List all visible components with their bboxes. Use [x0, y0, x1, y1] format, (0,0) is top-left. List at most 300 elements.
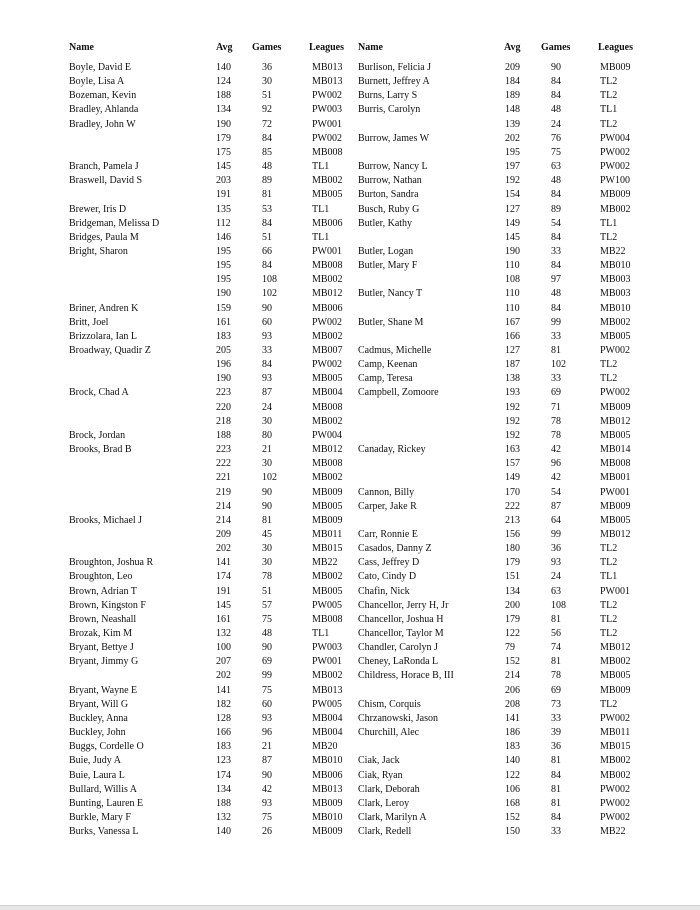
left-games-cell: 81 — [262, 514, 272, 526]
left-games-cell: 45 — [262, 528, 272, 540]
right-name-cell: Butler, Shane M — [358, 316, 424, 328]
table-row — [0, 386, 700, 400]
right-league-cell: MB010 — [600, 302, 631, 314]
right-avg-cell: 168 — [505, 797, 520, 809]
table-row — [0, 61, 700, 75]
table-row — [0, 528, 700, 542]
table-row — [0, 585, 700, 599]
right-games-cell: 84 — [551, 90, 561, 102]
right-games-cell: 87 — [551, 500, 561, 512]
table-row — [0, 174, 700, 188]
left-league-cell: MB010 — [312, 811, 343, 823]
right-games-cell: 39 — [551, 727, 561, 739]
table-row — [0, 231, 700, 245]
right-avg-cell: 186 — [505, 727, 520, 739]
right-name-cell: Chancellor, Taylor M — [358, 628, 444, 639]
right-name-cell: Clark, Deborah — [358, 783, 420, 795]
left-games-cell: 51 — [262, 90, 272, 102]
left-games-cell: 93 — [262, 712, 272, 724]
left-avg-cell: 183 — [216, 330, 231, 342]
right-name-cell: Busch, Ruby G — [358, 203, 420, 215]
table-row — [0, 287, 700, 301]
right-avg-cell: 202 — [505, 132, 520, 144]
right-avg-cell: 179 — [505, 557, 520, 569]
right-avg-cell: 167 — [505, 316, 520, 328]
left-avg-cell: 159 — [216, 302, 231, 314]
table-row — [0, 669, 700, 683]
right-avg-cell: 163 — [505, 444, 520, 456]
left-league-cell: MB009 — [312, 486, 343, 498]
right-games-cell: 84 — [551, 302, 561, 314]
left-name-cell: Bullard, Willis A — [69, 783, 138, 795]
table-row — [0, 118, 700, 132]
left-league-cell: MB009 — [312, 797, 343, 809]
right-avg-cell: 200 — [505, 599, 520, 611]
right-avg-cell: 222 — [505, 500, 520, 512]
right-league-cell: MB005 — [600, 514, 631, 526]
right-league-cell: MB009 — [600, 684, 631, 696]
right-games-cell: 84 — [551, 76, 561, 88]
right-avg-cell: 190 — [505, 245, 520, 257]
right-name-cell: Burton, Sandra — [358, 189, 419, 201]
table-row — [0, 75, 700, 89]
right-league-cell: MB002 — [600, 316, 631, 328]
left-games-cell: 93 — [262, 330, 272, 342]
right-games-cell: 56 — [551, 628, 561, 639]
right-name-cell: Chism, Corquis — [358, 698, 421, 710]
right-games-cell: 75 — [551, 146, 561, 158]
left-name-cell: Braswell, David S — [69, 175, 143, 187]
right-league-cell: TL1 — [600, 571, 618, 583]
left-name-cell: Boyle, David E — [69, 62, 131, 73]
left-games-cell: 42 — [262, 783, 272, 795]
right-avg-cell: 214 — [505, 670, 520, 682]
right-avg-cell: 145 — [505, 231, 520, 243]
right-avg-cell: 154 — [505, 189, 520, 201]
right-name-cell: Canaday, Rickey — [358, 444, 426, 456]
right-avg-cell: 157 — [505, 458, 520, 470]
right-league-cell: MB005 — [600, 670, 631, 682]
table-row — [0, 146, 700, 160]
right-avg-cell: 193 — [505, 387, 520, 399]
right-avg-cell: 195 — [505, 146, 520, 158]
table-row — [0, 203, 700, 217]
left-name-cell: Boyle, Lisa A — [69, 76, 125, 88]
left-name-cell: Bunting, Lauren E — [69, 797, 144, 809]
right-avg-cell: 79 — [505, 642, 515, 654]
right-name-cell: Cass, Jeffrey D — [358, 557, 420, 569]
right-name-cell: Ciak, Ryan — [358, 769, 403, 781]
left-league-cell: PW003 — [312, 104, 342, 116]
left-avg-cell: 219 — [216, 486, 231, 498]
right-name-cell: Burrow, Nancy L — [358, 161, 428, 173]
header-avg-left: Avg — [216, 42, 233, 53]
left-avg-cell: 140 — [216, 62, 231, 73]
left-avg-cell: 140 — [216, 826, 231, 838]
right-avg-cell: 149 — [505, 472, 520, 484]
left-avg-cell: 141 — [216, 557, 231, 569]
left-games-cell: 36 — [262, 62, 272, 73]
right-games-cell: 84 — [551, 231, 561, 243]
right-league-cell: TL2 — [600, 613, 618, 625]
table-row — [0, 429, 700, 443]
left-avg-cell: 100 — [216, 642, 231, 654]
left-avg-cell: 196 — [216, 359, 231, 371]
right-avg-cell: 183 — [505, 741, 520, 753]
left-games-cell: 66 — [262, 245, 272, 257]
left-league-cell: PW002 — [312, 90, 342, 102]
left-name-cell: Buie, Laura L — [69, 769, 125, 781]
table-row — [0, 783, 700, 797]
right-games-cell: 81 — [551, 783, 561, 795]
left-avg-cell: 174 — [216, 769, 231, 781]
left-games-cell: 90 — [262, 500, 272, 512]
right-name-cell: Churchill, Alec — [358, 727, 420, 739]
left-games-cell: 99 — [262, 670, 272, 682]
left-league-cell: MB002 — [312, 274, 343, 286]
right-avg-cell: 189 — [505, 90, 520, 102]
right-games-cell: 81 — [551, 797, 561, 809]
right-league-cell: MB22 — [600, 826, 626, 838]
left-league-cell: MB010 — [312, 755, 343, 767]
right-games-cell: 93 — [551, 557, 561, 569]
left-games-cell: 48 — [262, 628, 272, 639]
right-league-cell: MB002 — [600, 656, 631, 668]
left-avg-cell: 124 — [216, 76, 231, 88]
table-row — [0, 698, 700, 712]
left-name-cell: Britt, Joel — [69, 316, 109, 328]
right-games-cell: 73 — [551, 698, 561, 710]
left-games-cell: 81 — [262, 189, 272, 201]
right-league-cell: TL2 — [600, 599, 618, 611]
table-row — [0, 316, 700, 330]
right-games-cell: 36 — [551, 543, 561, 555]
right-games-cell: 69 — [551, 387, 561, 399]
right-league-cell: TL2 — [600, 90, 618, 102]
left-games-cell: 75 — [262, 684, 272, 696]
right-league-cell: MB011 — [600, 727, 631, 739]
left-avg-cell: 214 — [216, 500, 231, 512]
left-avg-cell: 188 — [216, 90, 231, 102]
table-row — [0, 471, 700, 485]
right-name-cell: Clark, Marilyn A — [358, 811, 427, 823]
left-games-cell: 84 — [262, 359, 272, 371]
left-league-cell: MB002 — [312, 330, 343, 342]
left-league-cell: MB006 — [312, 217, 343, 229]
table-row — [0, 103, 700, 117]
right-league-cell: MB005 — [600, 330, 631, 342]
left-name-cell: Bryant, Jimmy G — [69, 656, 139, 668]
left-league-cell: TL1 — [312, 628, 330, 639]
table-row — [0, 415, 700, 429]
left-avg-cell: 161 — [216, 613, 231, 625]
right-avg-cell: 127 — [505, 345, 520, 356]
left-games-cell: 24 — [262, 401, 272, 413]
right-name-cell: Butler, Logan — [358, 245, 414, 257]
right-name-cell: Cato, Cindy D — [358, 571, 417, 583]
right-games-cell: 63 — [551, 585, 561, 597]
left-league-cell: PW002 — [312, 316, 342, 328]
left-avg-cell: 205 — [216, 345, 231, 356]
right-games-cell: 71 — [551, 401, 561, 413]
right-avg-cell: 180 — [505, 543, 520, 555]
left-name-cell: Bradley, Ahlanda — [69, 104, 139, 116]
right-games-cell: 102 — [551, 359, 566, 371]
right-league-cell: MB015 — [600, 741, 631, 753]
right-games-cell: 81 — [551, 345, 561, 356]
header-games-right: Games — [541, 42, 571, 53]
left-league-cell: PW002 — [312, 359, 342, 371]
left-name-cell: Brock, Chad A — [69, 387, 129, 399]
right-name-cell: Burns, Larry S — [358, 90, 418, 102]
header-leagues-right: Leagues — [598, 42, 633, 53]
right-name-cell: Carper, Jake R — [358, 500, 417, 512]
left-avg-cell: 174 — [216, 571, 231, 583]
left-games-cell: 30 — [262, 415, 272, 427]
left-avg-cell: 218 — [216, 415, 231, 427]
left-avg-cell: 132 — [216, 628, 231, 639]
left-league-cell: MB005 — [312, 585, 343, 597]
right-name-cell: Butler, Mary F — [358, 260, 418, 272]
right-league-cell: MB012 — [600, 528, 631, 540]
left-name-cell: Bryant, Bettye J — [69, 642, 134, 654]
left-league-cell: MB008 — [312, 260, 343, 272]
left-league-cell: MB004 — [312, 712, 343, 724]
left-avg-cell: 135 — [216, 203, 231, 215]
left-name-cell: Buckley, John — [69, 727, 126, 739]
left-name-cell: Bright, Sharon — [69, 245, 128, 257]
right-name-cell: Burlison, Felicia J — [358, 62, 432, 73]
left-games-cell: 108 — [262, 274, 277, 286]
left-games-cell: 57 — [262, 599, 272, 611]
left-name-cell: Briner, Andren K — [69, 302, 139, 314]
left-games-cell: 89 — [262, 175, 272, 187]
table-row — [0, 358, 700, 372]
left-avg-cell: 195 — [216, 245, 231, 257]
right-games-cell: 42 — [551, 444, 561, 456]
left-league-cell: MB005 — [312, 373, 343, 385]
right-games-cell: 78 — [551, 415, 561, 427]
left-avg-cell: 166 — [216, 727, 231, 739]
left-games-cell: 84 — [262, 260, 272, 272]
table-row — [0, 542, 700, 556]
right-league-cell: PW002 — [600, 783, 630, 795]
left-games-cell: 69 — [262, 656, 272, 668]
left-avg-cell: 202 — [216, 543, 231, 555]
right-name-cell: Butler, Kathy — [358, 217, 413, 229]
left-league-cell: MB012 — [312, 444, 343, 456]
left-games-cell: 53 — [262, 203, 272, 215]
right-name-cell: Burrow, Nathan — [358, 175, 422, 187]
right-league-cell: PW002 — [600, 345, 630, 356]
right-league-cell: TL1 — [600, 104, 618, 116]
right-games-cell: 24 — [551, 118, 561, 130]
right-league-cell: PW002 — [600, 161, 630, 173]
right-games-cell: 76 — [551, 132, 561, 144]
left-avg-cell: 145 — [216, 599, 231, 611]
left-name-cell: Buggs, Cordelle O — [69, 741, 144, 753]
left-games-cell: 92 — [262, 104, 272, 116]
right-name-cell: Casados, Danny Z — [358, 543, 432, 555]
table-row — [0, 797, 700, 811]
right-name-cell: Burris, Carolyn — [358, 104, 421, 116]
right-name-cell: Cadmus, Michelle — [358, 345, 432, 356]
left-games-cell: 60 — [262, 316, 272, 328]
left-games-cell: 48 — [262, 161, 272, 173]
left-games-cell: 87 — [262, 755, 272, 767]
left-avg-cell: 132 — [216, 811, 231, 823]
right-games-cell: 33 — [551, 245, 561, 257]
left-avg-cell: 190 — [216, 288, 231, 300]
right-name-cell: Camp, Keenan — [358, 359, 418, 371]
left-league-cell: TL1 — [312, 203, 330, 215]
table-row — [0, 556, 700, 570]
right-name-cell: Butler, Nancy T — [358, 288, 423, 300]
left-name-cell: Burks, Vanessa L — [69, 826, 139, 838]
table-row — [0, 769, 700, 783]
left-league-cell: MB22 — [312, 557, 338, 569]
left-league-cell: MB006 — [312, 302, 343, 314]
right-avg-cell: 192 — [505, 175, 520, 187]
right-league-cell: MB010 — [600, 260, 631, 272]
left-avg-cell: 141 — [216, 684, 231, 696]
left-avg-cell: 223 — [216, 444, 231, 456]
table-row — [0, 811, 700, 825]
left-avg-cell: 175 — [216, 146, 231, 158]
right-avg-cell: 134 — [505, 585, 520, 597]
right-name-cell: Chancellor, Joshua H — [358, 613, 444, 625]
right-league-cell: TL2 — [600, 359, 618, 371]
right-league-cell: MB009 — [600, 401, 631, 413]
left-name-cell: Buie, Judy A — [69, 755, 121, 767]
left-name-cell: Brown, Kingston F — [69, 599, 146, 611]
right-avg-cell: 197 — [505, 161, 520, 173]
right-avg-cell: 206 — [505, 684, 520, 696]
left-games-cell: 26 — [262, 826, 272, 838]
left-games-cell: 80 — [262, 429, 272, 441]
right-games-cell: 33 — [551, 330, 561, 342]
right-games-cell: 48 — [551, 288, 561, 300]
header-name-left: Name — [69, 42, 94, 53]
table-row — [0, 570, 700, 584]
left-name-cell: Broughton, Leo — [69, 571, 133, 583]
left-name-cell: Brown, Neashall — [69, 613, 137, 625]
left-name-cell: Bridgeman, Melissa D — [69, 217, 160, 229]
left-avg-cell: 214 — [216, 514, 231, 526]
left-avg-cell: 161 — [216, 316, 231, 328]
left-league-cell: TL1 — [312, 231, 330, 243]
table-row — [0, 599, 700, 613]
right-name-cell: Camp, Teresa — [358, 373, 413, 385]
left-league-cell: PW001 — [312, 245, 342, 257]
right-name-cell: Childress, Horace B, III — [358, 670, 454, 682]
left-games-cell: 21 — [262, 741, 272, 753]
left-name-cell: Buckley, Anna — [69, 712, 128, 724]
left-avg-cell: 183 — [216, 741, 231, 753]
left-games-cell: 72 — [262, 118, 272, 130]
left-league-cell: MB002 — [312, 472, 343, 484]
header-avg-right: Avg — [504, 42, 521, 53]
left-games-cell: 85 — [262, 146, 272, 158]
right-league-cell: TL2 — [600, 231, 618, 243]
right-games-cell: 69 — [551, 684, 561, 696]
left-league-cell: PW001 — [312, 118, 342, 130]
right-games-cell: 84 — [551, 189, 561, 201]
right-games-cell: 48 — [551, 104, 561, 116]
left-games-cell: 51 — [262, 585, 272, 597]
right-games-cell: 84 — [551, 811, 561, 823]
right-league-cell: MB008 — [600, 458, 631, 470]
right-league-cell: MB003 — [600, 274, 631, 286]
table-row — [0, 627, 700, 641]
right-games-cell: 81 — [551, 613, 561, 625]
right-games-cell: 108 — [551, 599, 566, 611]
left-avg-cell: 190 — [216, 118, 231, 130]
table-row — [0, 443, 700, 457]
left-games-cell: 21 — [262, 444, 272, 456]
right-league-cell: MB012 — [600, 642, 631, 654]
left-games-cell: 30 — [262, 458, 272, 470]
left-games-cell: 30 — [262, 76, 272, 88]
right-games-cell: 54 — [551, 217, 561, 229]
right-name-cell: Carr, Ronnie E — [358, 528, 418, 540]
right-games-cell: 90 — [551, 62, 561, 73]
right-avg-cell: 110 — [505, 260, 520, 272]
left-avg-cell: 134 — [216, 783, 231, 795]
left-avg-cell: 145 — [216, 161, 231, 173]
left-avg-cell: 207 — [216, 656, 231, 668]
left-league-cell: MB013 — [312, 684, 343, 696]
right-league-cell: MB005 — [600, 429, 631, 441]
right-league-cell: PW100 — [600, 175, 630, 187]
left-league-cell: MB009 — [312, 514, 343, 526]
left-league-cell: MB002 — [312, 175, 343, 187]
left-name-cell: Broughton, Joshua R — [69, 557, 154, 569]
right-name-cell: Burrow, James W — [358, 132, 430, 144]
header-leagues-left: Leagues — [309, 42, 344, 53]
right-avg-cell: 170 — [505, 486, 520, 498]
right-avg-cell: 208 — [505, 698, 520, 710]
right-games-cell: 96 — [551, 458, 561, 470]
left-games-cell: 75 — [262, 811, 272, 823]
table-row — [0, 726, 700, 740]
right-name-cell: Cannon, Billy — [358, 486, 415, 498]
left-avg-cell: 134 — [216, 104, 231, 116]
left-league-cell: MB002 — [312, 670, 343, 682]
right-games-cell: 33 — [551, 826, 561, 838]
right-avg-cell: 108 — [505, 274, 520, 286]
left-games-cell: 84 — [262, 217, 272, 229]
left-avg-cell: 195 — [216, 274, 231, 286]
right-games-cell: 81 — [551, 656, 561, 668]
left-games-cell: 75 — [262, 613, 272, 625]
header-name-right: Name — [358, 42, 383, 53]
table-row — [0, 259, 700, 273]
right-games-cell: 42 — [551, 472, 561, 484]
left-league-cell: PW005 — [312, 599, 342, 611]
right-avg-cell: 148 — [505, 104, 520, 116]
right-avg-cell: 209 — [505, 62, 520, 73]
right-league-cell: MB009 — [600, 500, 631, 512]
right-avg-cell: 187 — [505, 359, 520, 371]
left-league-cell: MB011 — [312, 528, 343, 540]
right-name-cell: Chrzanowski, Jason — [358, 712, 438, 724]
left-league-cell: MB009 — [312, 826, 343, 838]
table-row — [0, 825, 700, 839]
right-avg-cell: 122 — [505, 769, 520, 781]
right-games-cell: 99 — [551, 316, 561, 328]
table-row — [0, 217, 700, 231]
